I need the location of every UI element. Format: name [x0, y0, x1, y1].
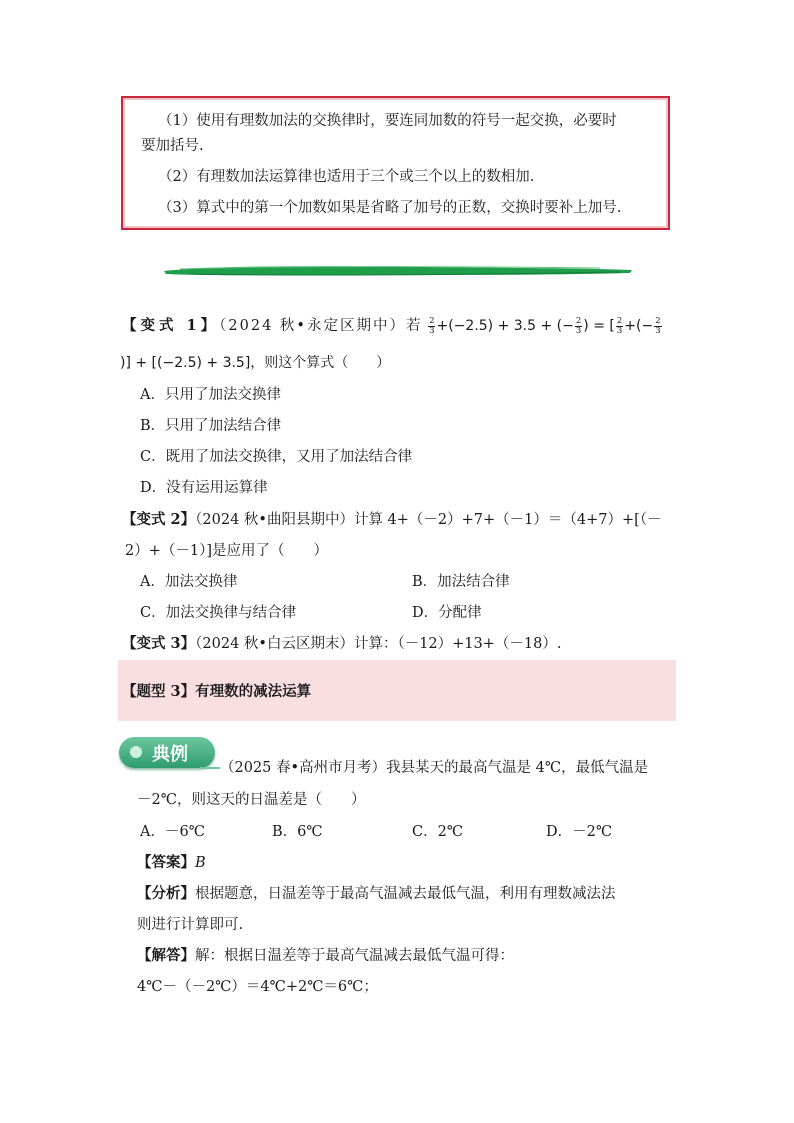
variant1-label: 【变式 1】 [122, 317, 220, 334]
analysis-label: 【分析】 [137, 885, 195, 902]
variant1-option-b: B．只用了加法结合律 [140, 418, 282, 434]
variant2-line2: 2）+（－1）]是应用了（ ） [125, 543, 329, 559]
example-option-b: B．6℃ [272, 824, 323, 840]
variant1-source: （2024 秋•永定区期中）若 [219, 318, 423, 334]
answer-label: 【答案】 [137, 854, 195, 871]
variant1-expr-a: +(−2.5) + 3.5 + (− [436, 318, 574, 334]
tips-box [121, 96, 670, 230]
solution-label: 【解答】 [137, 947, 195, 964]
example-badge-label: 典例 [152, 744, 188, 765]
tips-line-2: 要加括号. [141, 138, 204, 154]
tips-line-4: （3）算式中的第一个加数如果是省略了加号的正数，交换时要补上加号. [158, 200, 622, 216]
example-badge [119, 737, 215, 768]
solution-line2: 4℃－（－2℃）＝4℃+2℃＝6℃； [137, 979, 378, 995]
brush-divider [160, 263, 636, 278]
example-option-c: C．2℃ [412, 824, 464, 840]
variant2-label: 【变式 2】 [122, 511, 196, 528]
variant2-option-c: C．加法交换律与结合律 [140, 605, 297, 621]
fraction: $\frac{2}{3}$ [575, 315, 582, 336]
variant1-line2: )] + [(−2.5) + 3.5]，则这个算式（ ） [120, 355, 391, 371]
variant1-expr-b: ) = [ [583, 318, 615, 334]
variant3-line1: 【变式 3】（2024 秋•白云区期末）计算：（－12）+13+（－18）. [122, 635, 562, 652]
tips-line-1: （1）使用有理数加法的交换律时，要连同加数的符号一起交换，必要时 [158, 113, 617, 129]
analysis-line1: 【分析】根据题意，日温差等于最高气温减去最低气温，利用有理数减法法 [137, 885, 616, 902]
variant1-line1 [122, 315, 663, 337]
example-line1: （2025 春•高州市月考）我县某天的最高气温是 4℃，最低气温是 [220, 760, 649, 776]
answer-line [137, 852, 206, 874]
analysis-line2: 则进行计算即可. [137, 917, 244, 933]
badge-dot-icon [130, 746, 142, 758]
variant2-line1: 【变式 2】（2024 秋•曲阳县期中）计算 4+（－2）+7+（－1）＝（4+7）+[（－ [122, 511, 662, 528]
variant1-option-c: C．既用了加法交换律，又用了加法结合律 [140, 449, 413, 465]
variant3-label: 【变式 3】 [122, 635, 196, 652]
variant2-option-d: D．分配律 [412, 605, 482, 621]
example-line2: －2℃，则这天的日温差是（ ） [137, 792, 366, 808]
variant1-option-a: A．只用了加法交换律 [140, 387, 281, 403]
badge-underline [200, 767, 220, 769]
fraction: $\frac{2}{3}$ [429, 315, 435, 336]
variant2-option-b: B．加法结合律 [412, 574, 510, 590]
solution-line1: 【解答】解：根据日温差等于最高气温减去最低气温可得： [137, 947, 514, 964]
example-option-a: A．－6℃ [140, 824, 205, 840]
example-option-d: D．－2℃ [546, 824, 613, 840]
variant1-option-d: D．没有运用运算律 [140, 480, 268, 496]
answer-value: B [195, 855, 206, 871]
section-title: 【题型 3】有理数的减法运算 [122, 683, 312, 700]
fraction: $\frac{2}{3}$ [616, 315, 623, 336]
variant2-option-a: A．加法交换律 [140, 574, 238, 590]
variant1-expr-c: +(− [624, 318, 654, 334]
fraction: $\frac{2}{3}$ [655, 315, 661, 336]
tips-line-3: （2）有理数加法运算律也适用于三个或三个以上的数相加. [158, 169, 535, 185]
